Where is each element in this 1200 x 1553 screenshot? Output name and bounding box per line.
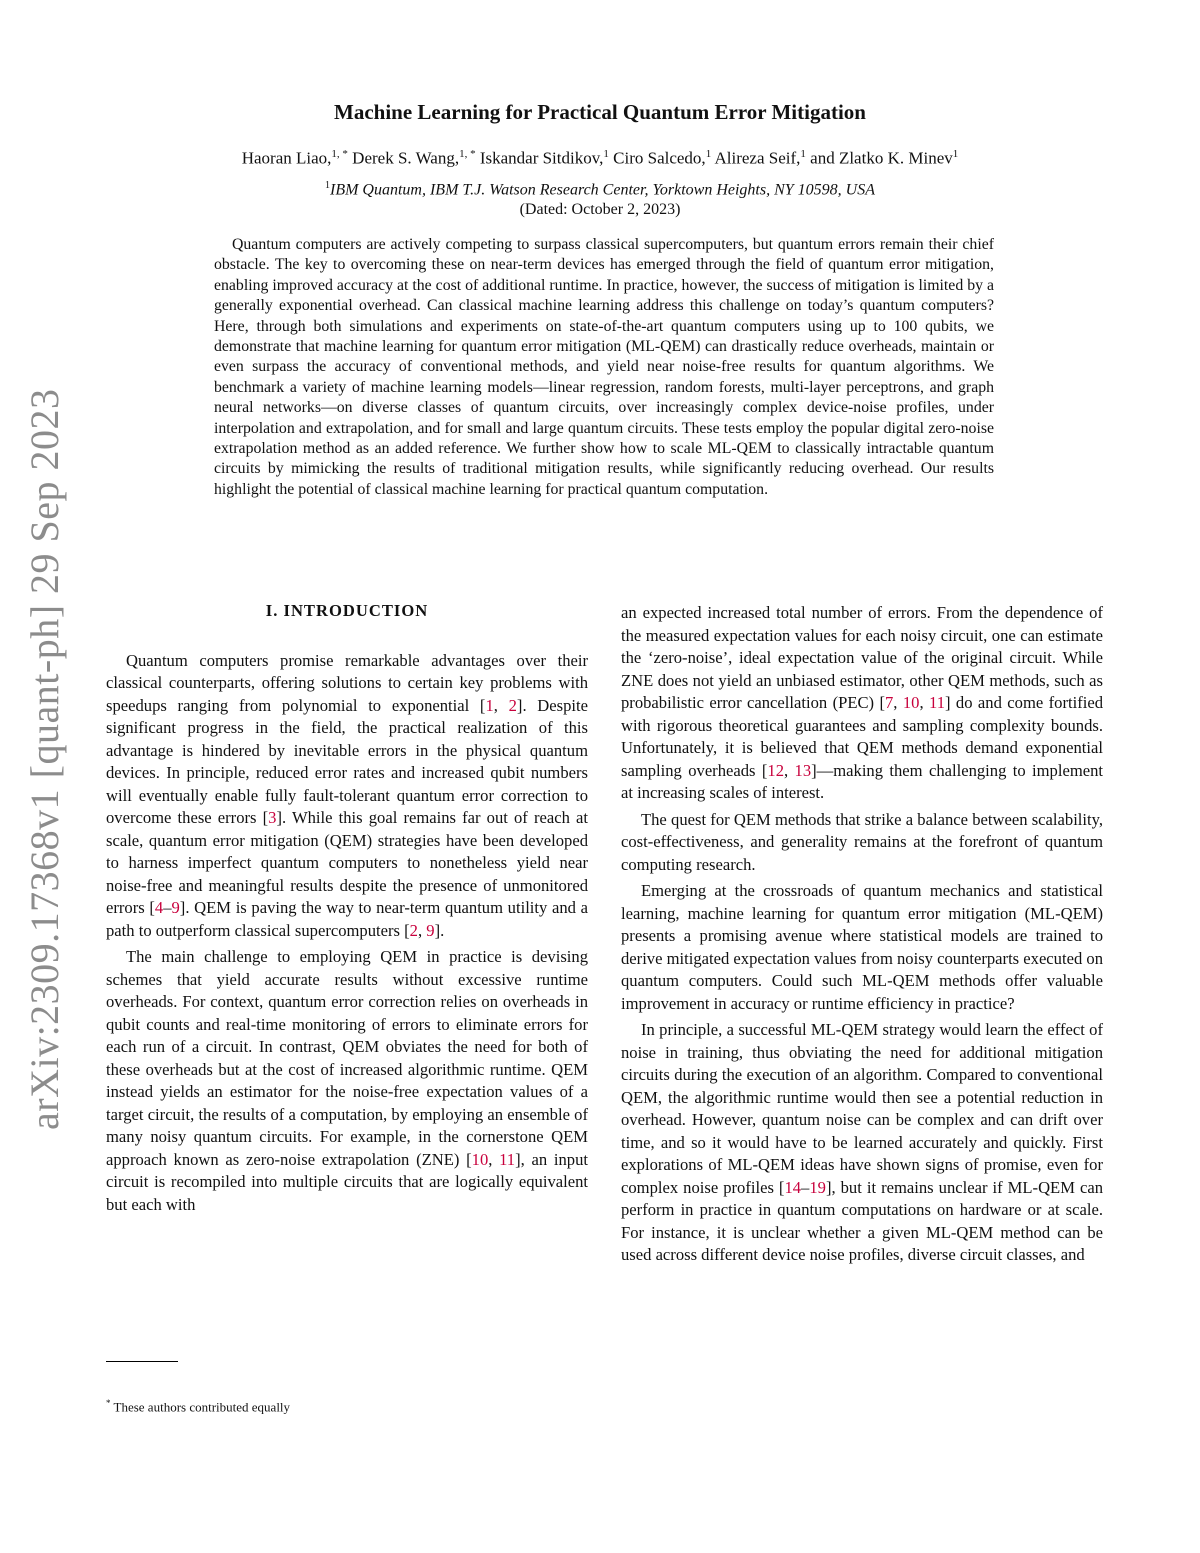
author-affiliation-marker: 1 <box>705 148 712 160</box>
body-paragraph: Emerging at the crossroads of quantum mechanics and statistical learning, machine learning for quantum error mitigation (ML-QEM) presents a promising avenue where statistical models are trained to derive mitigated expectation values from noisy counterparts executed on quantum computers. Could such ML-QEM methods offer valuable improvement in accuracy or runtime efficiency in practice? <box>621 881 1103 1013</box>
left-paragraphs <box>106 650 588 1217</box>
footnote-marker: * <box>106 1398 111 1408</box>
citation-link[interactable]: 14 <box>784 1177 802 1197</box>
author-name: Haoran Liao, <box>241 148 332 168</box>
citation-link[interactable]: 1 <box>485 695 494 715</box>
affiliation <box>0 180 1200 199</box>
citation-link[interactable]: 3 <box>268 808 277 827</box>
abstract: Quantum computers are actively competing to surpass classical supercomputers, but quantum errors remain their chief obstacle. The key to overcoming these on near-term devices has emerged through the field of quantum error mitigation, enabling improved accuracy at the cost of additional runtime. In practice, however, the success of mitigation is limited by a generally exponential overhead. Can classical machine learning address this challenge on today’s quantum computers? Here, through both simulations and experiments on state-of-the-art quantum computers using up to 100 qubits, we demonstrate that machine learning for quantum error mitigation (ML-QEM) can drastically reduce overheads, maintain or even surpass the accuracy of conventional methods, and yield near noise-free results for quantum algorithms. We benchmark a variety of machine learning models—linear regression, random forests, multi-layer perceptrons, and graph neural networks—on diverse classes of quantum circuits, over increasingly complex device-noise profiles, under interpolation and extrapolation, and for small and large quantum circuits. These tests employ the popular digital zero-noise extrapolation method as an added reference. We further show how to scale ML-QEM to classically intractable quantum circuits by mimicking the results of traditional mitigation results, while significantly reducing overhead. Our results highlight the potential of classical machine learning for practical quantum computation. <box>214 236 994 498</box>
author-name: Derek S. Wang, <box>352 148 460 168</box>
citation-link[interactable]: 13 <box>794 760 812 780</box>
affiliation-marker: 1 <box>324 180 330 191</box>
date-line: (Dated: October 2, 2023) <box>519 201 681 218</box>
citation-link[interactable]: 19 <box>809 1177 826 1197</box>
body-paragraph: Quantum computers promise remarkable advantages over their classical counterparts, offering solutions to certain key problems with speedups ranging from polynomial to exponential [1, 2]. Despite significant progress in the field, the practical realization of this advantage is hindered by inevitable errors in the physical quantum devices. In principle, reduced error rates and increased qubit numbers will eventually enable fully fault-tolerant quantum error correction to overcome these errors [3]. While this goal remains far out of reach at scale, quantum error mitigation (QEM) strategies have been developed to harness imperfect quantum computers to nonetheless yield near noise-free and meaningful results despite the presence of unmonitored errors [4–9]. QEM is paving the way to near-term quantum utility and a path to outperform classical supercomputers [2, 9]. <box>106 650 588 940</box>
arxiv-identifier-stamp: arXiv:2309.17368v1 [quant-ph] 29 Sep 2023 <box>22 388 67 1130</box>
author-affiliation-marker: 1, * <box>331 148 348 160</box>
body-paragraph: In principle, a successful ML-QEM strategy would learn the effect of noise in training, thus obviating the need for additional mitigation circuits during the execution of an algorithm. Compared to conventional QEM, the algorithmic runtime would then see a potential reduction in overhead. However, quantum noise can be complex and can drift over time, and so it would have to be learned accurately and quickly. First explorations of ML-QEM ideas have shown signs of promise, even for complex noise profiles [14–19], but it remains unclear if ML-QEM can perform in practice in quantum computations on hardware or at scale. For instance, it is unclear whether a given ML-QEM method can be used across different device noise profiles, diverse circuit classes, and <box>621 1020 1103 1264</box>
right-paragraphs <box>621 602 1103 1267</box>
footnote-rule <box>106 1361 178 1362</box>
author-affiliation-marker: 1, * <box>459 148 476 160</box>
citation-link[interactable]: 9 <box>426 920 435 940</box>
citation-link[interactable]: 7 <box>885 693 894 712</box>
left-column <box>106 600 588 1216</box>
citation-link[interactable]: 4 <box>154 898 164 917</box>
citation-link[interactable]: 11 <box>499 1149 516 1169</box>
footnote-text: These authors contributed equally <box>113 1399 291 1415</box>
author-affiliation-marker: 1 <box>800 148 806 160</box>
right-column <box>621 602 1103 1267</box>
author-affiliation-marker: 1 <box>952 148 959 160</box>
citation-link[interactable]: 11 <box>929 693 945 712</box>
author-name: Ciro Salcedo, <box>613 148 706 168</box>
body-paragraph: The main challenge to employing QEM in practice is devising schemes that yield accurate results without excessive runtime overheads. For context, quantum error correction relies on overheads in qubit counts and real-time monitoring of errors to eliminate errors for each run of a circuit. In contrast, QEM obviates the need for both of these overheads but at the cost of increased algorithmic runtime. QEM instead yields an estimator for the noise-free expectation values of a target circuit, the results of a computation, by employing an ensemble of many noisy quantum circuits. For example, in the cornerstone QEM approach known as zero-noise extrapolation (ZNE) [10, 11], an input circuit is recompiled into multiple circuits that are logically equivalent but each with <box>106 947 588 1214</box>
footnote <box>106 1398 290 1415</box>
citation-link[interactable]: 10 <box>471 1149 489 1169</box>
citation-link[interactable]: 2 <box>508 695 517 715</box>
section-heading: I. INTRODUCTION <box>265 601 429 620</box>
citation-link[interactable]: 12 <box>767 760 784 780</box>
citation-link[interactable]: 9 <box>171 898 180 917</box>
paper-title: Machine Learning for Practical Quantum Error Mitigation <box>334 100 866 124</box>
body-paragraph: The quest for QEM methods that strike a balance between scalability, cost-effectiveness, and generality remains at the forefront of quantum computing research. <box>621 809 1103 874</box>
citation-link[interactable]: 10 <box>902 693 920 712</box>
author-affiliation-marker: 1 <box>603 148 609 160</box>
body-paragraph: an expected increased total number of errors. From the dependence of the measured expectation values for each noisy circuit, one can estimate the ‘zero-noise’, ideal expectation value of the original circuit. While ZNE does not yield an unbiased estimator, other QEM methods, such as probabilistic error cancellation (PEC) [7, 10, 11] do and come fortified with rigorous theoretical guarantees and sampling complexity bounds. Unfortunately, it is believed that QEM methods demand exponential sampling overheads [12, 13]—making them challenging to implement at increasing scales of interest. <box>621 603 1104 802</box>
citation-link[interactable]: 2 <box>409 920 418 940</box>
author-name: Iskandar Sitdikov, <box>479 148 604 168</box>
affiliation-text: IBM Quantum, IBM T.J. Watson Research Center, Yorktown Heights, NY 10598, USA <box>329 181 875 199</box>
author-list <box>0 148 1200 169</box>
author-name: Alireza Seif, <box>714 148 801 168</box>
author-name: and Zlatko K. Minev <box>810 148 953 168</box>
